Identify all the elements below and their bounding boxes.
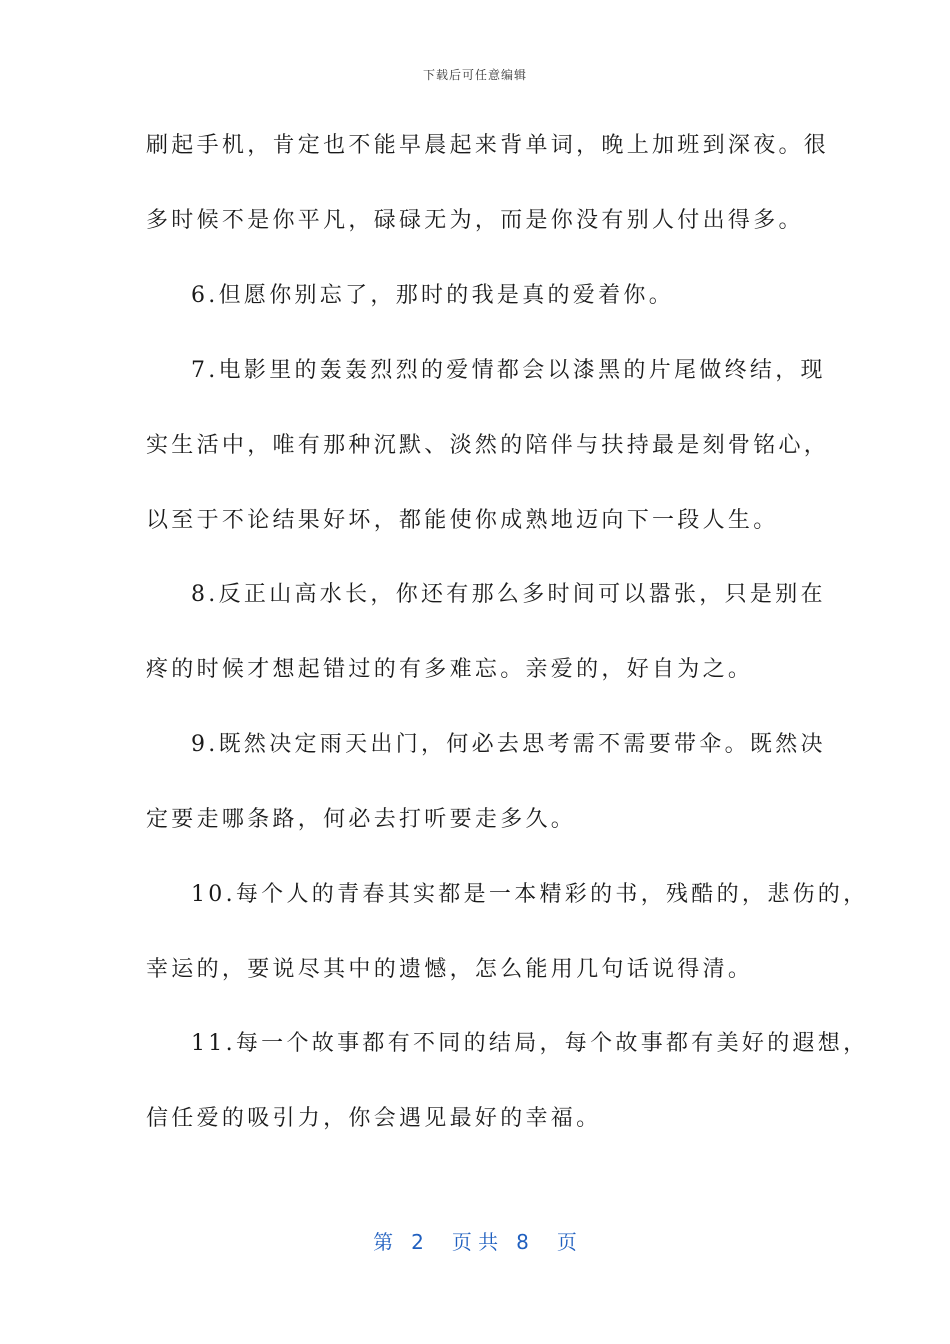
footer-prefix: 第 [373, 1230, 394, 1254]
page-footer [0, 1226, 950, 1255]
footer-middle: 页 共 [451, 1230, 499, 1254]
paragraph-line: 刷起手机，肯定也不能早晨起来背单词，晚上加班到深夜。很 [146, 133, 830, 158]
paragraph-line: 8.反正山高水长，你还有那么多时间可以嚣张，只是别在 [191, 582, 826, 607]
paragraph-line: 11.每一个故事都有不同的结局，每个故事都有美好的遐想， [191, 1031, 869, 1056]
footer-suffix: 页 [556, 1230, 577, 1254]
paragraph-line: 信任爱的吸引力，你会遇见最好的幸福。 [146, 1106, 602, 1131]
paragraph-line: 定要走哪条路，何必去打听要走多久。 [146, 807, 577, 832]
paragraph-line: 疼的时候才想起错过的有多难忘。亲爱的，好自为之。 [146, 657, 754, 682]
paragraph-line: 以至于不论结果好坏，都能使你成熟地迈向下一段人生。 [146, 508, 779, 533]
paragraph-line: 多时候不是你平凡，碌碌无为，而是你没有别人付出得多。 [146, 208, 804, 233]
paragraph-line: 6.但愿你别忘了，那时的我是真的爱着你。 [191, 283, 674, 308]
paragraph-line: 10.每个人的青春其实都是一本精彩的书，残酷的，悲伤的， [191, 882, 869, 907]
paragraph-line: 9.既然决定雨天出门，何必去思考需不需要带伞。既然决 [191, 732, 826, 757]
header-note: 下载后可任意编辑 [422, 68, 527, 82]
current-page-number: 2 [411, 1230, 424, 1254]
paragraph-line: 幸运的，要说尽其中的遗憾，怎么能用几句话说得清。 [146, 957, 754, 982]
paragraph-line: 实生活中，唯有那种沉默、淡然的陪伴与扶持最是刻骨铭心， [146, 433, 830, 458]
total-page-number: 8 [516, 1230, 529, 1254]
paragraph-line: 7.电影里的轰轰烈烈的爱情都会以漆黑的片尾做终结，现 [191, 358, 826, 383]
